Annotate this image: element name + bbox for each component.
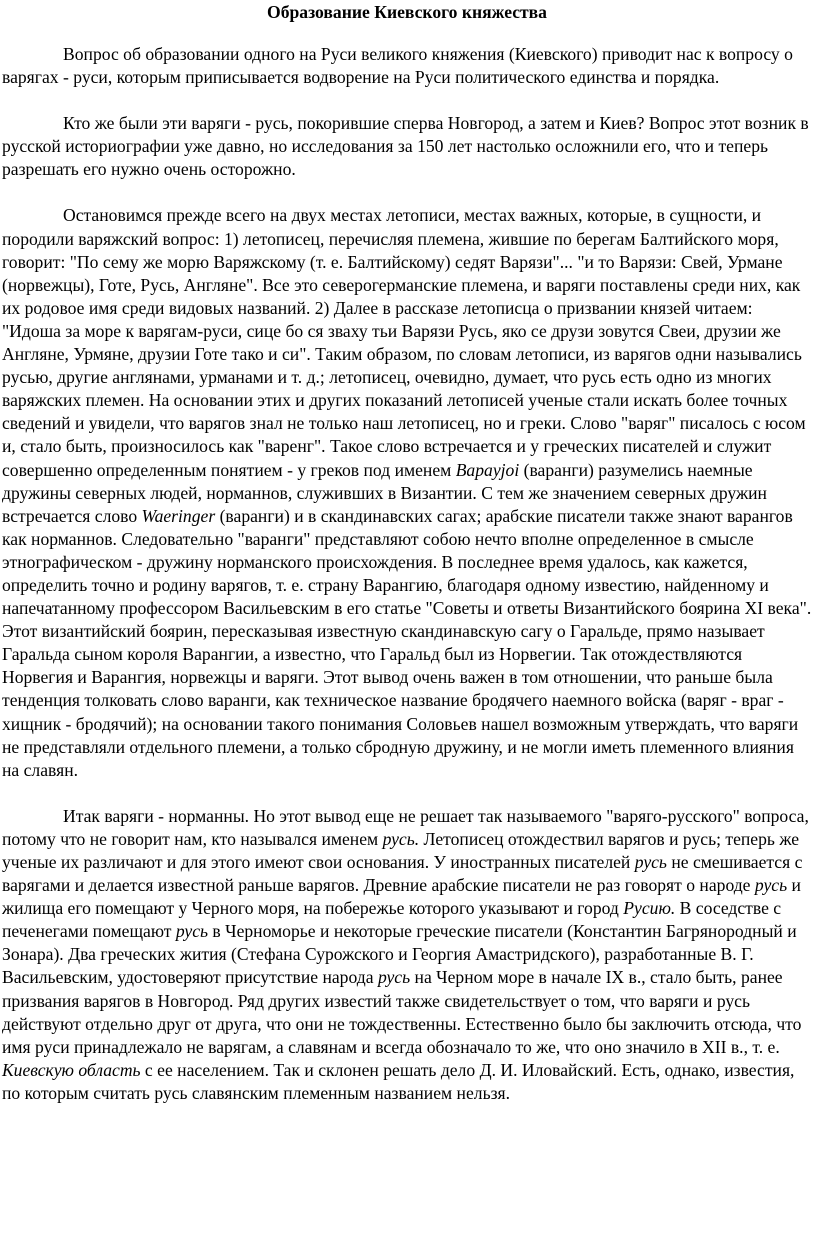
text-run: Кто же были эти варяги - русь, покорившие сперва Новгород, а затем и Киев? Вопрос этот возник в русской историографии уже давно, но исследования за 150 лет настолько осложнили его, что и теперь разрешать его нужно очень осторожно. (2, 113, 809, 180)
text-run: Летописец отождествил варягов и русь; теперь же ученые их различают и для этого имеют свои основания. У иностранных писателей (2, 828, 800, 872)
paragraph-3 (2, 204, 812, 781)
italic-text-run: русь (377, 967, 411, 988)
text-run: с ее населением. Так и склонен решать дело Д. И. Иловайский. Есть, однако, известия, по которым считать русь славянским племенным названием нельзя. (2, 1059, 795, 1103)
italic-text-run: русь. (382, 828, 420, 849)
paragraph-2 (2, 112, 812, 181)
paragraph-1 (2, 43, 812, 89)
italic-text-run: русь (175, 921, 209, 942)
italic-text-run: русь (634, 852, 667, 872)
document-page (0, 1, 816, 1253)
text-run: в Черноморье и некоторые греческие писатели (Константин Багрянородный и Зонара). Два греческих жития (Стефана Сурожского и Георгия Амастридского), разработанные В. Г. Васильевским, удостоверяют присутствие народа (2, 921, 797, 988)
text-run: В соседстве с печенегами помещают (2, 898, 782, 942)
text-run: Вопрос об образовании одного на Руси великого княжения (Киевского) приводит нас к вопросу о варягах - руси, которым приписывается водворение на Руси политического единства и порядка. (2, 44, 793, 88)
text-run: Остановимся прежде всего на двух местах летописи, местах важных, которые, в сущности, и породили варяжский вопрос: 1) летописец, перечисляя племена, жившие по берегам Балтийского моря, говорит: "По сему же морю Варяжскому (т. е. Балтийскому) седят Варязи"... "и то Варязи: Свей, Урмане (норвежцы), Готе, Русь, Англяне". Все это северогерманские племена, и варяги поставлены среди них, как их родовое имя среди видовых названий. 2) Далее в рассказе летописца о призвании князей читаем: "Идоша за море к варягам-руси, сице бо ся зваху тьи Варязи Русь, яко се друзи зовутся Свеи, друзии же Англяне, Урмяне, друзии Готе тако и си". Таким образом, по словам летописи, из варягов одни назывались русью, другие англянами, урманами и т. д.; летописец, очевидно, думает, что русь есть одно из многих варяжских племен. На основании этих и других показаний летописей ученые стали искать более точных сведений и увидели, что варягов знал не только наш летописец, но и греки. Слово "варяг" писалось с юсом и, стало быть, произносилось как "варенг". Такое слово встречается и у греческих писателей и служит совершенно определенным понятием - у греков под именем (2, 205, 806, 480)
text-run: (варанги) разумелись наемные дружины северных людей, норманнов, служивших в Византии. С тем же значением северных дружин встречается слово (2, 459, 767, 526)
italic-text-run: Киевскую область (2, 1059, 141, 1080)
italic-text-run: Русию. (623, 898, 676, 919)
document-title: Образование Киевского княжества (267, 2, 547, 22)
text-run: и жилища его помещают у Черного моря, на побережье которого указывают и город (2, 875, 801, 919)
text-run: не смешивается с варягами и делается известной раньше варягов. Древние арабские писатели не раз говорят о народе (2, 852, 803, 896)
italic-text-run: русь (754, 875, 788, 896)
paragraph-4 (2, 805, 812, 1105)
text-run: на Черном море в начале IX в., стало быть, ранее призвания варягов в Новгород. Ряд других известий также свидетельствует о том, что варяги и русь действуют отдельно друг от друга, что они не тождественны. Естественно было бы заключить отсюда, что имя руси принадлежало не варягам, а славянам и всегда обозначало то же, что оно значило в XII в., т. е. (2, 967, 802, 1057)
italic-text-run: Waeringer (141, 505, 216, 526)
text-run: Итак варяги - норманны. Но этот вывод еще не решает так называемого "варяго-русского" вопроса, потому что не говорит нам, кто назывался именем (2, 805, 809, 849)
text-run: (варанги) и в скандинавских сагах; арабские писатели также знают варангов как норманнов. Следовательно "варанги" представляют собою нечто вполне определенное в смысле этнографическом - дружину норманского происхождения. В последнее время удалось, как кажется, определить точно и родину варягов, т. е. страну Варангию, благодаря одному известию, найденному и напечатанному профессором Васильевским в его статье "Советы и ответы Византийского боярина XI века". Этот византийский боярин, пересказывая известную скандинавскую сагу о Гаральде, прямо называет Гаральда сыном короля Варангии, а известно, что Гаральд был из Норвегии. Так отождествляются Норвегия и Варангия, норвежцы и варяги. Этот вывод очень важен в том отношении, что раньше была тенденция толковать слово варанги, как техническое название бродячего наемного войска (варяг - враг - хищник - бродячий); на основании такого понимания Соловьев нашел возможным утверждать, что варяги не представляли отдельного племени, а только сбродную дружину, и не могли иметь племенного влияния на славян. (2, 505, 812, 780)
italic-text-run: Bapayjoi (455, 459, 520, 480)
